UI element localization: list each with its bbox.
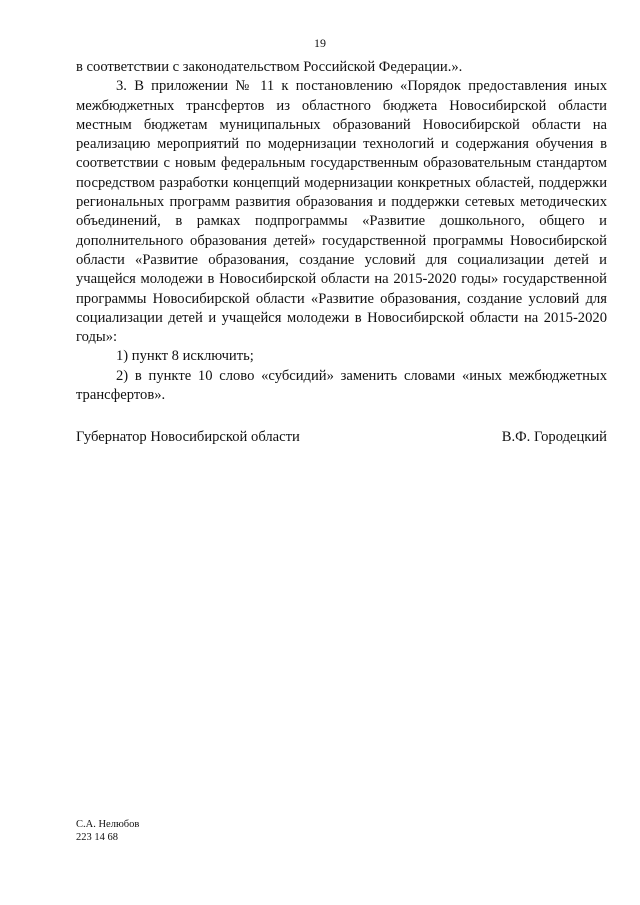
paragraph-item-3: 3. В приложении № 11 к постановлению «Порядок предоставления иных межбюджетных трансфертов из областного бюджета Новосибирской области местным бюджетам муниципальных образований Новосибирской области на реализацию мероприятий по модернизации технологий и содержания обучения в соответствии с новым федеральным государственным образовательным стандартом посредством разработки концепций модернизации конкретных областей, поддержки региональных программ развития образования и поддержки сетевых методических объединений, в рамках подпрограммы «Развитие дошкольного, общего и дополнительного образования детей» государственной программы Новосибирской области «Развитие образования, создание условий для социализации детей и учащейся молодежи в Новосибирской области на 2015-2020 годы» государственной программы Новосибирской области «Развитие образования, создание условий для социализации детей и учащейся молодежи в Новосибирской области на 2015-2020 годы»:: [76, 78, 607, 346]
signatory-position: Губернатор Новосибирской области: [76, 429, 300, 445]
document-body: [76, 58, 607, 405]
paragraph-subitem-1: 1) пункт 8 исключить;: [116, 348, 254, 365]
signatory-name: В.Ф. Городецкий: [501, 429, 607, 445]
footer-phone: 223 14 68: [76, 832, 118, 843]
page-number: 19: [314, 36, 326, 50]
footer-contact: [76, 818, 139, 844]
signature-block: [76, 428, 607, 447]
paragraph-closing-quote: в соответствии с законодательством Российской Федерации.».: [76, 59, 463, 75]
paragraph-subitem-2: 2) в пункте 10 слово «субсидий» заменить словами «иных межбюджетных трансфертов».: [76, 367, 607, 404]
footer-author: С.А. Нелюбов: [76, 819, 140, 830]
